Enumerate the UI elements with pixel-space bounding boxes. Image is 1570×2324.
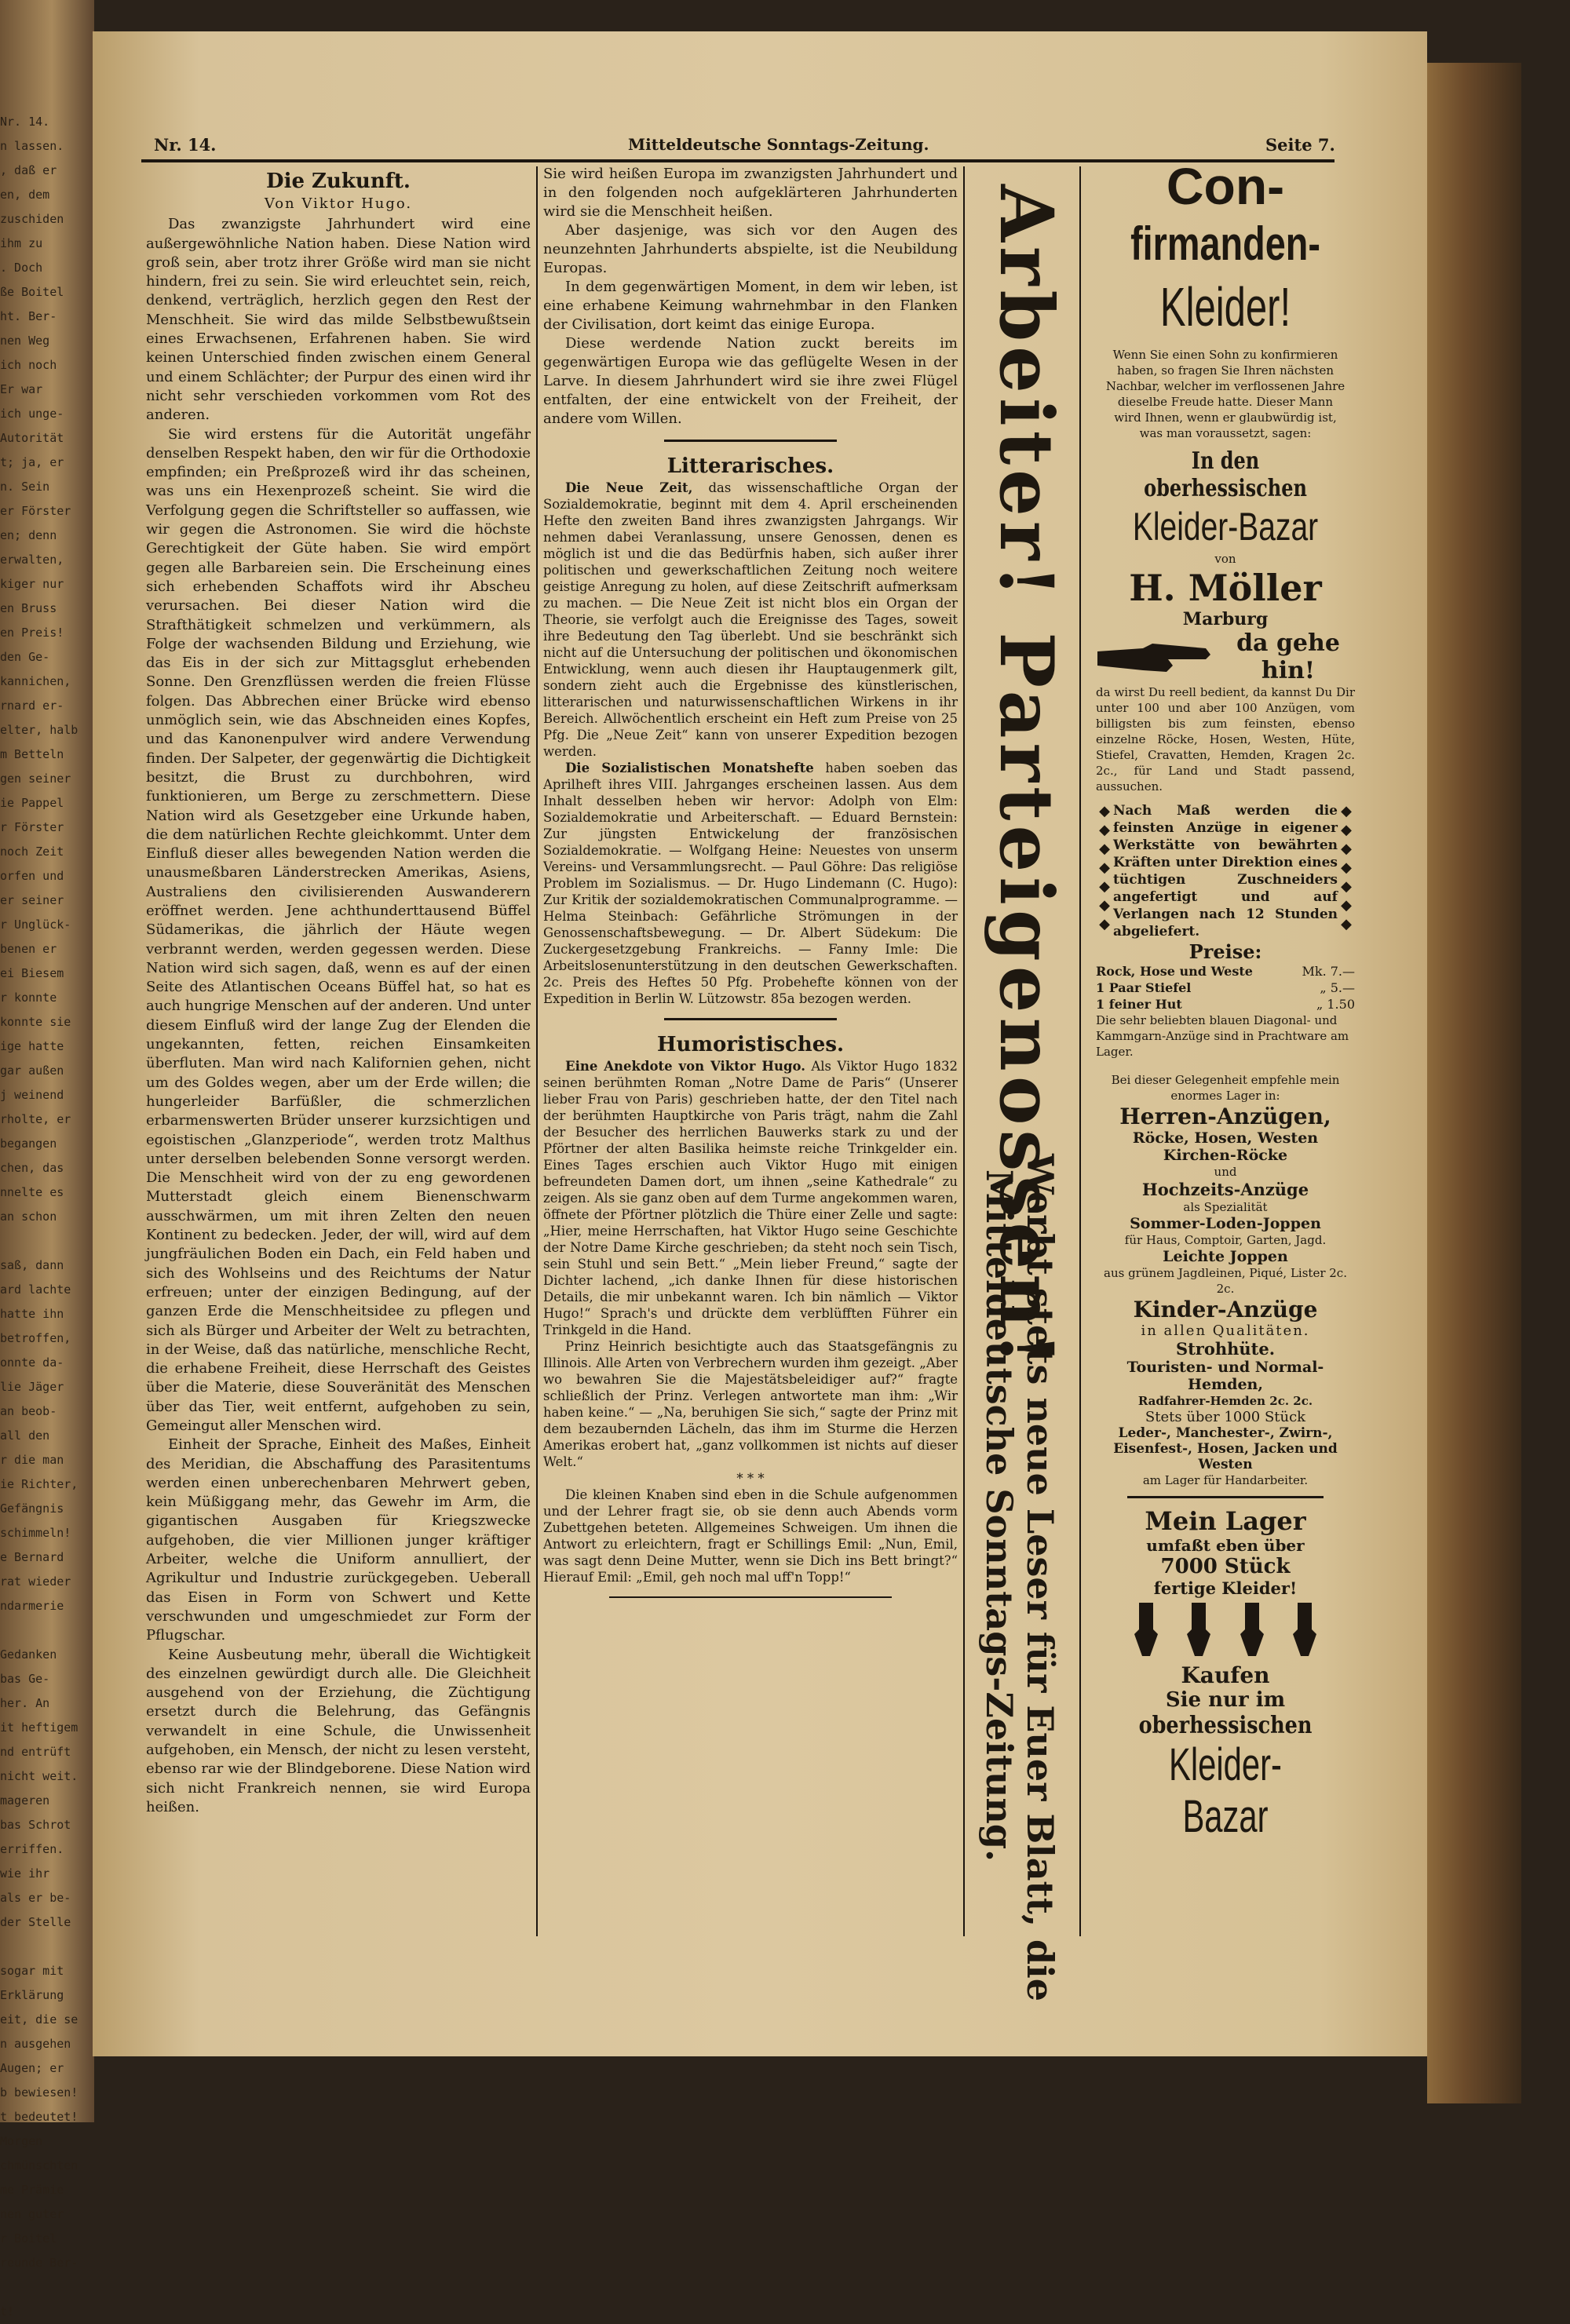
ad-lager-fuer: am Lager für Handarbeiter.: [1142, 1473, 1309, 1487]
ad-kleider-bazar-bottom: Kleider-Bazar: [1169, 1739, 1282, 1842]
ad-kaufen: Kaufen: [1181, 1662, 1270, 1688]
price-row: [1096, 996, 1355, 1012]
book-gutter: [0, 0, 94, 2319]
vertical-banner-line2: Mitteldeutsche Sonntags-Zeitung.: [978, 1169, 1020, 1862]
ad-headline-1: Con-: [1166, 157, 1285, 215]
ad-oberhess: oberhessischen: [1138, 1712, 1313, 1739]
ad-herren: Herren-Anzügen,: [1119, 1104, 1331, 1129]
ad-city: Marburg: [1182, 609, 1269, 629]
price-value: „ 1.50: [1316, 997, 1355, 1012]
ad-pointing-row: [1096, 629, 1355, 684]
ad-firm-name: H. Möller: [1129, 567, 1322, 609]
stars-separator: * * *: [736, 1471, 765, 1486]
issue-number: Nr. 14.: [154, 135, 217, 155]
advertisement-confirmanden: [1096, 157, 1355, 1843]
price-item: Rock, Hose und Weste: [1096, 964, 1253, 979]
pointing-hand-icon: [1096, 637, 1214, 677]
paragraph-text: haben soeben das Aprilheft ihres VIII. Jahrganges erscheinen lassen. Aus dem Inhalt desselben heben wir hervor: Adolph von Elm: Sozialdemokratie und Arbeiterschaft. — Eduard Bernstein: Zur jüngsten Entwickelung der französischen Sozialdemokratie. — Wolfgang Heine: Neuestes von unserm Vereins- und Versammlungsrecht. — Paul Göhre: Das religiöse Problem im Sozialismus. — Dr. Hugo Lindemann (C. Hugo): Zur Kritik der sozialdemokratischen Communalprogramme. — Helma Steinbach: Gefährliche Strömungen in der Genossenschaftsbewegung. — Dr. Albert Südekum: Die Zuckergesetzgebung Frankreichs. — Fanny Imle: Die Arbeitslosenunterstützung in den deutschen Gewerkschaften. 2c. Preis des Heftes 50 Pfg. Probehefte können von der Expedition in Berlin W. Lützowstr. 85a bezogen werden.: [543, 761, 958, 1006]
ad-headline-3: Kleider!: [1159, 276, 1291, 337]
price-value: „ 5.—: [1320, 980, 1355, 995]
pointing-hand-down-icon: [1240, 1603, 1264, 1658]
ad-stueck: 7000 Stück: [1160, 1555, 1291, 1578]
ad-von: von: [1214, 552, 1236, 566]
page-number: Seite 7.: [1265, 135, 1335, 155]
paper-title: Mitteldeutsche Sonntags-Zeitung.: [628, 135, 929, 154]
ad-kleider-bazar: Kleider-Bazar: [1132, 505, 1319, 549]
price-item: 1 feiner Hut: [1096, 997, 1182, 1012]
section-separator: [609, 1596, 892, 1598]
paragraph-text: das wissenschaftliche Organ der Sozialdemokratie, beginnt mit dem 4. April erscheinenden Hefte den zweiten Band ihres zwanzigsten Jahrgangs. Wir nehmen dabei Veranlassung, unsere Genossen, denen es möglich ist und die das Bedürfnis haben, sich außer ihrer politischen und gewerkschaftlichen Zeitung noch weitere geistige Anregung zu holen, auf diese Zeitschrift aufmerksam zu machen. — Die Neue Zeit ist nicht blos ein Organ der Theorie, sie verfolgt auch die Ereignisse des Tages, soweit ihre Bedeutung den Tag überlebt. Und sie beschränkt sich nicht auf die Untersuchung der politischen und ökonomischen Entwicklung, wenn auch diesen ihr Hauptaugenmerk gilt, sondern zieht auch die Ergebnisse des künstlerischen, litterarischen und naturwissenschaftlichen Wirkens in ihr Bereich. Allwöchentlich erscheint ein Heft zum Preise von 25 Pfg. Die „Neue Zeit“ kann von unserer Expedition bezogen werden.: [543, 480, 958, 759]
ad-separator: [1127, 1496, 1324, 1498]
ad-und: und: [1214, 1165, 1237, 1179]
ad-lager-intro: Bei dieser Gelegenheit empfehle mein enormes Lager in:: [1111, 1073, 1340, 1103]
lead-neue-zeit: Die Neue Zeit,: [565, 480, 693, 495]
ad-sommer: Sommer-Loden-Joppen: [1130, 1215, 1321, 1232]
pointing-hand-down-icon: [1134, 1603, 1158, 1658]
ad-touristen: Touristen- und Normal-Hemden,: [1126, 1359, 1324, 1393]
ad-mass-text: Nach Maß werden die feinsten Anzüge in eigener Werkstätte von bewährten Kräften unter Direktion eines tüchtigen Zuschneiders angefertigt und auf Verlangen nach 12 Stunden abgeliefert.: [1113, 803, 1338, 939]
price-value: Mk. 7.—: [1302, 964, 1355, 979]
vertical-banner-main: Arbeiter! Parteigenossen!: [983, 184, 1069, 1370]
ad-fertige: fertige Kleider!: [1153, 1578, 1298, 1598]
book-binding-edge: [1427, 63, 1521, 2103]
ad-leichte-sub: aus grünem Jagdleinen, Piqué, Lister 2c. 2c.: [1104, 1266, 1347, 1296]
section-separator: [664, 1018, 837, 1020]
price-row: [1096, 963, 1355, 980]
paragraph: In dem gegenwärtigen Moment, in dem wir leben, ist eine erhabene Keimung wahrnehmbar in den Flanken der Civilisation, dort keimt das einige Europa.: [543, 279, 958, 333]
ad-leder: Leder-, Manchester-, Zwirn-, Eisenfest-, Hosen, Jacken und Westen: [1113, 1425, 1338, 1472]
ad-hands-row: [1119, 1603, 1331, 1658]
ad-hochzeit: Hochzeits-Anzüge: [1141, 1180, 1309, 1199]
column-divider-1: [536, 166, 538, 1936]
column-divider-3: [1079, 166, 1081, 1936]
ad-sie-nur: Sie nur im: [1165, 1688, 1286, 1712]
article-die-zukunft: [146, 168, 531, 1817]
column-divider-2: [963, 166, 965, 1936]
paragraph: Prinz Heinrich besichtigte auch das Staatsgefängnis zu Illinois. Alle Arten von Verbrechern wurden ihm gezeigt. „Aber wo bewahren Sie die Majestätsbeleidiger auf?“ fragte schließlich der Prinz. Verlegen antwortete man ihm: „Wir haben keine.“ — „Na, beruhigen Sie sich,“ sagte der Prinz mit dem bezaubernden Lächeln, das ihm im Sturme die Herzen Amerikas erobert hat, „ganz vollkommen ist nichts auf dieser Welt.“: [543, 1339, 958, 1469]
vertical-banner-line1: Werbt stets neue Leser für Euer Blatt, die: [1019, 1154, 1061, 2001]
paragraph: Keine Ausbeutung mehr, überall die Wichtigkeit des einzelnen gewürdigt durch alle. Die Gleichheit ausgehend von der Erziehung, die Züchtigung ersetzt durch die Belehrung, das Gefängnis verwandelt in eine Schule, die Unwissenheit aufgehoben, ein Mensch, der nicht zu lesen versteht, ebenso rar wie der Blindgeborene. Diese Nation wird sich nicht Frankreich nennen, sie wird Europa heißen.: [146, 1646, 531, 1815]
ad-stroh: Strohhüte.: [1175, 1339, 1276, 1359]
section-title-humoristisches: Humoristisches.: [656, 1033, 845, 1056]
ad-kinder: Kinder-Anzüge: [1133, 1297, 1318, 1323]
pointing-hand-down-icon: [1293, 1603, 1316, 1658]
paragraph: [543, 760, 958, 1007]
paragraph: Aber dasjenige, was sich vor den Augen des neunzehnten Jahrhunderts abspielte, ist die Neubildung Europas.: [543, 222, 958, 276]
price-row: [1096, 980, 1355, 996]
ad-body: da wirst Du reell bedient, da kannst Du Dir unter 100 und aber 100 Anzügen, vom billigsten bis zum feinsten, ebenso einzelne Röcke, Hosen, Westen, Hüte, Stiefel, Cravatten, Hemden, Kragen 2c. 2c., für Land und Stadt passend, aussuchen.: [1096, 685, 1355, 794]
paragraph: Das zwanzigste Jahrhundert wird eine außergewöhnliche Nation haben. Diese Nation wird groß sein, aber trotz ihrer Größe wird man sie nicht hindern, frei zu sein. Sie wird erleuchtet sein, reich, denkend, verträglich, herzlich gegen den Rest der Menschheit. Sie wird das milde Selbstbewußtsein eines Erwachsenen, Erfahrenen haben. Sie wird keinen Unterschied finden zwischen einem General und einem Schlächter; der Purpur des einen wird ihr nicht sehr verschieden vorkommen vom Rot des anderen.: [146, 216, 531, 424]
ad-intro: Wenn Sie einen Sohn zu konfirmieren haben, so fragen Sie Ihren nächsten Nachbar, welcher im verflossenen Jahre dieselbe Freude hatte. Dieser Mann wird Ihnen, wenn er glaubwürdig ist, was man voraussetzt, sagen:: [1105, 348, 1345, 440]
left-page-stub: Nr. 14. n lassen. , daß er en, dem zuschiden ihm zu . Doch ße Boitel ht. Ber- nen Weg ich noch Er war ich unge- Autorität t; ja, er n. Sein er Förster en; denn erwalten, kiger nur en Bruss en Preis! den Ge- kannichen, rnard er- elter, halb m Betteln gen seiner ie Pappel r Förster noch Zeit orfen und er seiner r Unglück- benen er ei Biesem r konnte konnte sie ige hatte gar außen j weinend rholte, er begangen chen, das nnelte es an schon saß, dann ard lachte hatte ihn betroffen, onnte da- lie Jäger an beob- all den r die man ie Richter, Gefängnis schimmeln! e Bernard rat wieder ndarmerie Gedanken bas Ge- her. An it heftigem nd entrüft nicht weit. mageren bas Schrot erriffen. wie ihr als er be- der Stelle sogar mit Erklärung eit, die se n ausgehen Augen; er b bewiesen! t bedeutet! Morgen chmünschten me Prämie nen guter r Boitel reunde Ber- t!: [0, 115, 78, 2319]
diamond-border-right-icon: ◆ ◆ ◆ ◆ ◆ ◆ ◆: [1341, 803, 1352, 932]
ad-kinder-sub: in allen Qualitäten.: [1141, 1323, 1310, 1339]
ad-after-prices: Die sehr beliebten blauen Diagonal- und Kammgarn-Anzüge sind in Prachtware am Lager.: [1096, 1013, 1349, 1059]
price-item: 1 Paar Stiefel: [1096, 980, 1192, 995]
ad-headline-2: firmanden-: [1130, 217, 1320, 270]
ad-leichte: Leichte Joppen: [1163, 1248, 1288, 1265]
ad-mein-lager: Mein Lager: [1145, 1506, 1306, 1536]
diamond-border-left-icon: ◆ ◆ ◆ ◆ ◆ ◆ ◆: [1099, 803, 1110, 932]
ad-sommer-sub: für Haus, Comptoir, Garten, Jagd.: [1124, 1233, 1327, 1247]
paragraph: [543, 480, 958, 760]
lead-anekdote: Eine Anekdote von Viktor Hugo.: [565, 1059, 805, 1074]
ad-stets: Stets über 1000 Stück: [1145, 1409, 1306, 1425]
article-byline: Von Viktor Hugo.: [264, 195, 413, 212]
paragraph-text: Als Viktor Hugo 1832 seinen berühmten Roman „Notre Dame de Paris“ (Unserer lieber Frau von Paris) geschrieben hatte, der den Titel nach der berühmten Hauptkirche von Paris trägt, nahm die Zahl der Besucher des herrlichen Bauwerks stark zu und der Pförtner der alten Basilika heimste reiche Trinkgelder ein. Eines Tages erschien auch Viktor Hugo mit einigen befreundeten Damen dort, um ihnen „seine Kathedrale“ zu zeigen. Als sie ganz oben auf dem Turme angekommen waren, öffnete der Pförtner plötzlich die Thüre einer Zelle und sagte: „Hier, meine Herrschaften, hat Viktor Hugo seine Geschichte der Notre Dame Kirche geschrieben; da steht noch sein Tisch, sein Stuhl und sein Bett.“ „Mein lieber Freund,“ sagte der Dichter lachend, „ich danke Ihnen für diese historischen Details, die mir unbekannt waren. Ich bin nämlich — Viktor Hugo!“ Sprach's und drückte dem verblüfften Führer ein Trinkgeld in die Hand.: [543, 1059, 958, 1337]
ad-in-den: In den oberhessischen: [1144, 447, 1307, 502]
section-title-litterarisches: Litterarisches.: [666, 454, 834, 478]
ad-prices-title: Preise:: [1188, 940, 1262, 963]
ad-mass-box: [1096, 802, 1355, 940]
paragraph: Diese werdende Nation zuckt bereits im gegenwärtigen Europa wie das geflügelte Wesen in der Larve. In diesem Jahrhundert wird sie ihre zwei Flügel entfalten, der eine entwickelt von der Freiheit, der andere vom Willen.: [543, 335, 958, 427]
paragraph: Sie wird heißen Europa im zwanzigsten Jahrhundert und in den folgenden noch aufgeklärteren Jahrhunderten wird sie die Menschheit heißen.: [543, 166, 958, 220]
lead-monatshefte: Die Sozialistischen Monatshefte: [565, 761, 814, 775]
article-title: Die Zukunft.: [266, 170, 411, 193]
ad-roecke: Röcke, Hosen, Westen: [1132, 1129, 1319, 1147]
pointing-hand-down-icon: [1187, 1603, 1210, 1658]
ad-da-gehe-hin: da gehe hin!: [1236, 629, 1340, 684]
paragraph: [543, 1058, 958, 1338]
middle-column: [543, 165, 958, 1609]
article-continuation: [543, 165, 958, 429]
ad-spezial: als Spezialität: [1183, 1200, 1268, 1214]
ad-kirchen: Kirchen-Röcke: [1163, 1147, 1288, 1164]
paragraph: Die kleinen Knaben sind eben in die Schule aufgenommen und der Lehrer fragt sie, ob sie denn auch Abends vorm Zubettgehen beteten. Allgemeines Schweigen. Um ihnen die Antwort zu erleichtern, fragt er Schillings Emil: „Nun, Emil, was sagt denn Deine Mutter, wenn sie Dich ins Bett bringt?“ Hierauf Emil: „Emil, geh noch mal uff'n Topp!“: [543, 1487, 958, 1585]
paragraph: Sie wird erstens für die Autorität ungefähr denselben Respekt haben, den wir für die Orthodoxie empfinden; ein Preßprozeß wird ihr das scheinen, was uns ein Hexenprozeß scheint. Sie wird die Verfolgung gegen die Schriftsteller so auffassen, wie wir gegen die Astronomen. Sie wird die höchste Gerechtigkeit der Güte haben. Sie wird empört gegen alle Barbareien sein. Die Erscheinung eines sich erhebenden Schaffots wird ihr Abscheu verursachen. Bei dieser Nation wird die Strafthätigkeit schmelzen und verkümmern, als Folge der wachsenden Bildung und Erziehung, wie das Eis in der sich zur Mittagsglut erhebenden Sonne. Den Grenzflüssen werden die freien Flüsse folgen. Das Abbrechen einer Brücke wird ebenso unmöglich sein, wie das Abschneiden eines Kopfes, und das Kanonenpulver wird andere Verwendung finden. Der Salpeter, der gegenwärtig die Dichtigkeit besitzt, die Brust zu durchbohren, wird funktionieren, um Berge zu zerschmettern. Diese Nation wird als Gesetzgeber eine Urkunde haben, die dem natürlichen Rechte gleichkommt. Unter dem Einfluß dieser alles bewegenden Nation werden die unausmeßbaren Länderstrecken Amerikas, Asiens, Australiens den civilisierenden Auswanderern eröffnet werden. Jene achthunderttausend Büffel Südamerikas, die jährlich der Häute wegen verbrannt werden, werden gegessen werden. Diese Nation wird sich sagen, daß, wenn es auf der einen Seite des Atlantischen Oceans Büffel hat, so hat es auch hungrige Menschen auf der anderen. Und unter diesem Einfluß wird der lange Zug der Elenden die ungekannten, fetten, reichen Einsamkeiten überfluten. Man wird nach Kalifornien gehen, nicht um des Goldes wegen, aber um der Erde willen; die hungerleider Barfüßler, die schmerzlichen erbarmenswerten Brüder unserer kurzsichtigen und egoistischen „Glanzperiode“, werden trotz Malthus unter derselben belebenden Sonne versorgt werden. Die Menschheit wird von der zu eng gewordenen Mutterstadt gleich einem Bienenschwarm ausschwärmen, um mit ihren Zelten den neuen Kontinent zu bedecken. Jeder, der will, wird auf dem jungfräulichen Boden ein Dach, ein Feld haben und sich des Wohlseins und des Reichtums der Natur erfreuen; unter der einzigen Bedingung, auf der ganzen Erde die Menschheitsidee zu pflegen und sich als Bürger und Arbeiter der Welt zu betrachten, in der Weise, daß das natürliche, menschliche Recht, die erhabene Freiheit, diese Herrschaft des Geistes über die Materie, diese Souveränität des Menschen über das Tier, weit entfernt, aufgehoben zu sein, Gemeingut aller Menschen wird.: [146, 425, 531, 1434]
ad-umfasst: umfaßt eben über: [1146, 1536, 1305, 1555]
section-separator: [664, 440, 837, 442]
ad-radfahrer: Radfahrer-Hemden 2c. 2c.: [1137, 1394, 1313, 1408]
paragraph: Einheit der Sprache, Einheit des Maßes, Einheit des Meridian, die Abschaffung des Parasitentums werden einen unberechenbaren Mehrwert geben, kein Müßiggang mehr, das Gewehr im Arm, die gigantischen Ausgaben für Kriegszwecke aufgehoben, die vier Millionen junger kräftiger Arbeiter, welche die Uniform annulliert, der Agrikultur und Industrie zurückgegeben. Ueberall das Eisen in Form von Schwert und Kette verschwunden und umgeschmiedet zur Form der Pflugschar.: [146, 1436, 531, 1644]
ad-price-list: [1096, 963, 1355, 1012]
